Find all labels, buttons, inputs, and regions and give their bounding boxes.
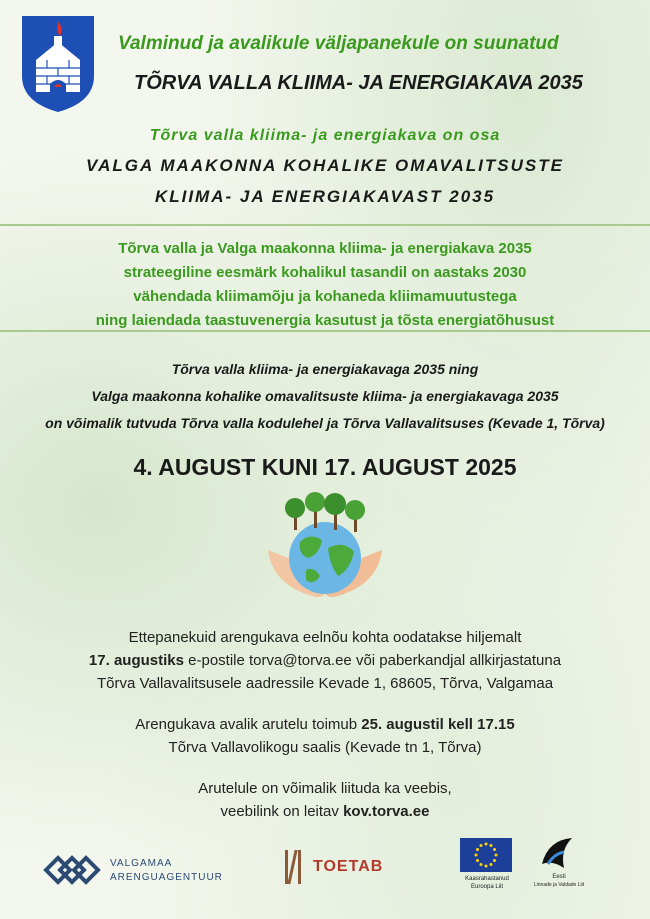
web-line2 [0, 800, 650, 823]
valgamaa-logo [42, 846, 242, 896]
discussion-pre: Arengukava avalik arutelu toimub [135, 716, 362, 733]
info-line: Valga maakonna kohalike omavalitsuste kliima- ja energiakavaga 2035 [91, 388, 559, 404]
goal-line: strateegiline eesmärk kohalikul tasandil on aastaks 2030 [123, 264, 527, 281]
goal-line: ning laiendada taastuvenergia kasutust ja tõsta energiatõhusust [95, 312, 555, 329]
proposals-line2 [0, 649, 650, 672]
web-line1: Arutelule on võimalik liituda ka veebis, [198, 780, 452, 797]
part-of-line1: Tõrva valla kliima- ja energiakava on osa [149, 127, 501, 144]
goal-line: Tõrva valla ja Valga maakonna kliima- ja energiakava 2035 [118, 240, 532, 257]
goal-block [0, 237, 650, 333]
proposals-line1: Ettepanekuid arengukava eelnõu kohta oodatakse hiljemalt [128, 629, 522, 646]
part-of-line2: VALGA MAAKONNA KOHALIKE OMAVALITSUSTE [86, 156, 564, 175]
web-link[interactable]: kov.torva.ee [343, 803, 430, 820]
discussion-block [0, 713, 650, 759]
web-pre: veebilink on leitav [220, 803, 344, 820]
web-block [0, 777, 650, 823]
globe-hands-illustration [262, 492, 388, 604]
part-of-line3: KLIIMA- JA ENERGIAKAVAST 2035 [154, 187, 496, 206]
valgamaa-line2: ARENGUAGENTUUR [110, 872, 223, 883]
header-line1: Valminud ja avalikule väljapanekule on suunatud [118, 33, 559, 54]
info-block [0, 356, 650, 437]
eu-line1: Kaasrahastanud [465, 876, 509, 882]
kik-toetab: TOETAB [313, 858, 384, 875]
info-line: on võimalik tutvuda Tõrva valla kodulehel ja Tõrva Vallavalitsuses (Kevade 1, Tõrva) [45, 415, 605, 431]
proposals-email-text: e-postile torva@torva.ee või paberkandjal allkirjastatuna [183, 652, 562, 669]
ekl-line1: Eesti [552, 874, 566, 880]
discussion-line2: Tõrva Vallavolikogu saalis (Kevade tn 1, Tõrva) [168, 739, 482, 756]
exhibition-dates: 4. AUGUST KUNI 17. AUGUST 2025 [133, 454, 517, 480]
goal-line: vähendada kliimamõju ja kohaneda kliimamuutustega [133, 288, 517, 305]
eu-line2: Euroopa Liit [470, 884, 504, 890]
ekl-line2: Linnade ja Valdade Liit [533, 882, 585, 888]
info-line: Tõrva valla kliima- ja energiakavaga 2035 ning [171, 361, 479, 377]
proposals-block [0, 626, 650, 695]
torva-coat-of-arms [20, 14, 96, 114]
divider-top [0, 224, 650, 226]
ekl-logo [528, 832, 590, 894]
deadline-date: 17. augustiks [88, 652, 184, 669]
kik-logo [283, 848, 393, 888]
discussion-line1 [0, 713, 650, 736]
valgamaa-line1: VALGAMAA [110, 858, 173, 869]
divider-bottom [0, 330, 650, 332]
kik-mark [283, 850, 305, 884]
eu-logo [460, 838, 514, 894]
eu-flag [460, 838, 512, 872]
discussion-datetime: 25. augustil kell 17.15 [361, 716, 515, 733]
proposals-line3: Tõrva Vallavalitsusele aadressile Kevade 1, 68605, Tõrva, Valgamaa [96, 675, 554, 692]
header-title: TÕRVA VALLA KLIIMA- JA ENERGIAKAVA 2035 [134, 72, 583, 94]
